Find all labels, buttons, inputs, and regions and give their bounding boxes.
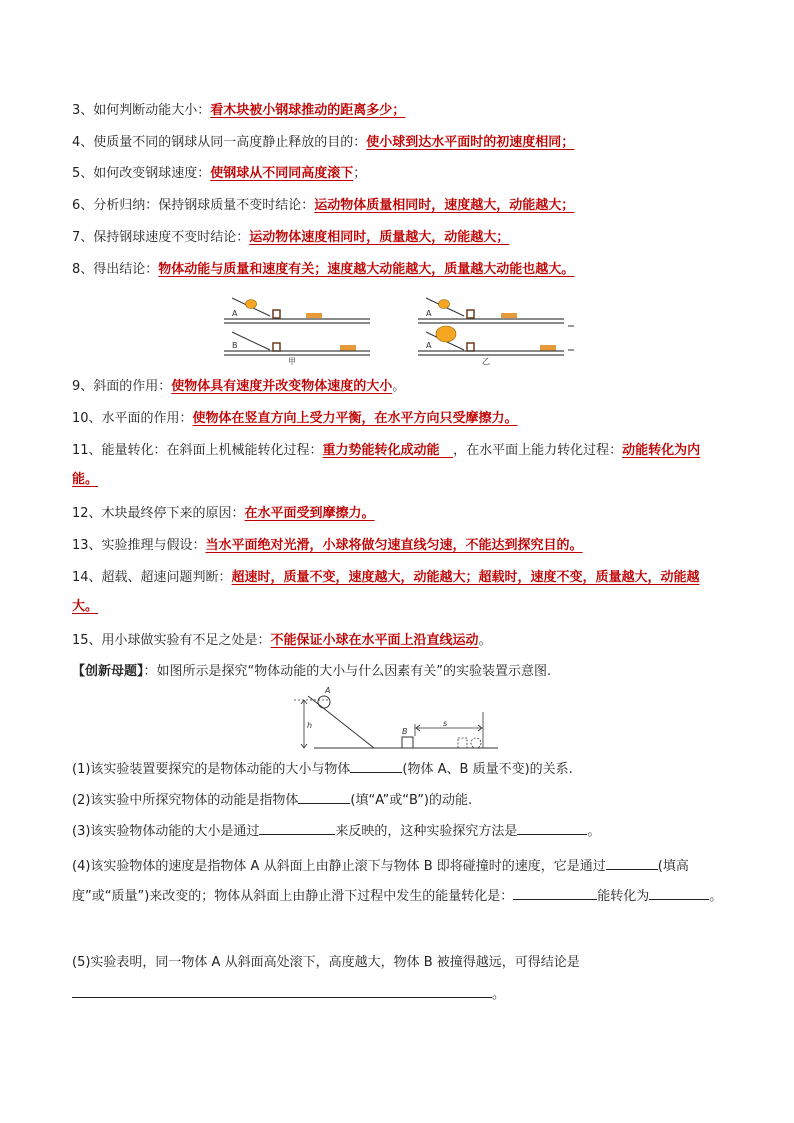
question-text: (2)该实验中所探究物体的动能是指物体 — [72, 793, 299, 808]
block-icon — [402, 737, 413, 748]
problem-intro — [72, 661, 724, 683]
question-text: (1)该实验装置要探究的是物体动能的大小与物体 — [72, 762, 351, 777]
item-14 — [72, 563, 724, 621]
item-5 — [72, 163, 724, 185]
item-answer: 看木块被小钢球推动的距离多少； — [210, 103, 406, 118]
experiment-figure-jia-yi — [218, 292, 580, 366]
item-answer: 当水平面绝对光滑，小球将做匀速直线匀速，不能达到探究目的。 — [205, 538, 583, 553]
item-answer: 使钢球从不同同高度滚下 — [210, 166, 354, 181]
ball-icon — [436, 326, 456, 342]
question-text: (物体 A、B 质量不变)的关系. — [402, 762, 573, 777]
block-icon — [467, 343, 474, 351]
item-question: 10、水平面的作用： — [72, 411, 193, 426]
block-icon — [273, 343, 280, 351]
label-s: s — [443, 719, 448, 728]
block-icon — [540, 345, 556, 351]
ball-icon — [246, 300, 257, 309]
question-text: 。 — [492, 987, 506, 1002]
label-h: h — [307, 721, 313, 730]
item-11 — [72, 436, 724, 494]
question-text: (4)该实验物体的速度是指物体 A 从斜面上由静止滚下与物体 B 即将碰撞时的速度，它是通过 — [72, 859, 606, 874]
item-question: 6、分析归纳：保持钢球质量不变时结论： — [72, 198, 315, 213]
item-question: 8、得出结论： — [72, 262, 159, 277]
item-answer: 物体动能与质量和速度有关；速度越大动能越大，质量越大动能也越大。 — [158, 262, 575, 277]
item-answer: 在水平面受到摩擦力。 — [244, 506, 375, 521]
question-text: (3)该实验物体动能的大小是通过 — [72, 824, 260, 839]
answer-blank[interactable] — [259, 820, 335, 835]
item-question: 4、使质量不同的钢球从同一高度静止释放的目的： — [72, 135, 367, 150]
block-icon — [501, 313, 517, 318]
item-answer-2: 动能转化为内能。 — [72, 443, 701, 487]
ball-icon — [318, 696, 330, 708]
answer-blank[interactable] — [350, 758, 402, 773]
question-text: (5)实验表明，同一物体 A 从斜面高处滚下，高度越大，物体 B 被撞得越远，可得结论是 — [72, 955, 580, 970]
answer-blank[interactable] — [517, 820, 587, 835]
item-question: 14、超载、超速问题判断： — [72, 570, 232, 585]
item-tail: 。 — [392, 379, 406, 394]
block-outline-icon — [458, 738, 467, 748]
item-answer: 运动物体质量相同时，速度越大，动能越大； — [314, 198, 575, 213]
label-yi: 乙 — [482, 357, 490, 366]
item-6 — [72, 195, 724, 217]
question-text: (填“A”或“B”)的动能. — [350, 793, 473, 808]
block-icon — [306, 313, 322, 318]
item-answer: 不能保证小球在水平面上沿直线运动 — [270, 633, 479, 648]
item-answer: 运动物体速度相同时，质量越大，动能越大； — [249, 230, 510, 245]
answer-blank[interactable] — [298, 789, 350, 804]
item-3 — [72, 100, 724, 122]
item-question: 7、保持钢球速度不变时结论： — [72, 230, 250, 245]
item-question: 15、用小球做实验有不足之处是： — [72, 633, 271, 648]
incline-figure — [294, 686, 500, 752]
answer-blank[interactable] — [72, 983, 492, 998]
item-question: 3、如何判断动能大小： — [72, 103, 211, 118]
item-question: 5、如何改变钢球速度： — [72, 166, 211, 181]
label-a: A — [426, 309, 432, 318]
item-question: 12、木块最终停下来的原因： — [72, 506, 245, 521]
question-3 — [72, 820, 724, 843]
label-a: A — [325, 686, 331, 695]
item-answer: 重力势能转化成动能 — [322, 443, 440, 458]
item-7 — [72, 227, 724, 249]
label-b: B — [232, 341, 238, 350]
question-4 — [72, 852, 724, 912]
question-text: 。 — [709, 889, 723, 904]
item-answer: 使物体具有速度并改变物体速度的大小 — [171, 379, 393, 394]
answer-blank[interactable] — [649, 885, 709, 900]
item-12 — [72, 503, 724, 525]
item-question: 11、能量转化：在斜面上机械能转化过程： — [72, 443, 323, 458]
question-2 — [72, 789, 724, 812]
item-9 — [72, 376, 724, 398]
answer-blank[interactable] — [513, 885, 597, 900]
question-text: 来反映的，这种实验探究方法是 — [335, 824, 518, 839]
label-b: B — [402, 727, 408, 736]
item-answer: 超速时，质量不变，速度越大，动能越大；超载时，速度不变，质量越大，动能越大。 — [72, 570, 700, 614]
label-a: A — [426, 341, 432, 350]
block-icon — [340, 345, 356, 351]
label-jia: 甲 — [288, 357, 296, 366]
block-icon — [467, 310, 474, 318]
item-8 — [72, 259, 724, 281]
question-text: 能转化为 — [597, 889, 650, 904]
ball-outline-icon — [471, 738, 481, 748]
item-10 — [72, 408, 724, 430]
item-question: 9、斜面的作用： — [72, 379, 172, 394]
item-15 — [72, 630, 724, 652]
problem-tag: 【创新母题】 — [72, 664, 144, 679]
answer-blank[interactable] — [606, 855, 658, 870]
item-4 — [72, 132, 724, 154]
item-answer: 使物体在竖直方向上受力平衡，在水平方向只受摩擦力。 — [192, 411, 518, 426]
item-answer: 使小球到达水平面时的初速度相同； — [366, 135, 575, 150]
question-text: 。 — [587, 824, 601, 839]
question-1 — [72, 758, 724, 781]
problem-intro-text: ：如图所示是探究“物体动能的大小与什么因素有关”的实验装置示意图. — [143, 664, 552, 679]
question-5 — [72, 947, 724, 1011]
ball-icon — [439, 300, 450, 309]
block-icon — [273, 310, 280, 318]
item-tail: ； — [353, 166, 367, 181]
item-mid: ，在水平面上能力转化过程： — [453, 443, 623, 458]
item-question: 13、实验推理与假设： — [72, 538, 206, 553]
item-13 — [72, 535, 724, 557]
label-a: A — [232, 309, 238, 318]
question-text: (填高度”或“质量”)来改变的；物体从斜面上由静止滑下过程中发生的能量转化是： — [72, 859, 689, 904]
item-tail: 。 — [478, 633, 492, 648]
